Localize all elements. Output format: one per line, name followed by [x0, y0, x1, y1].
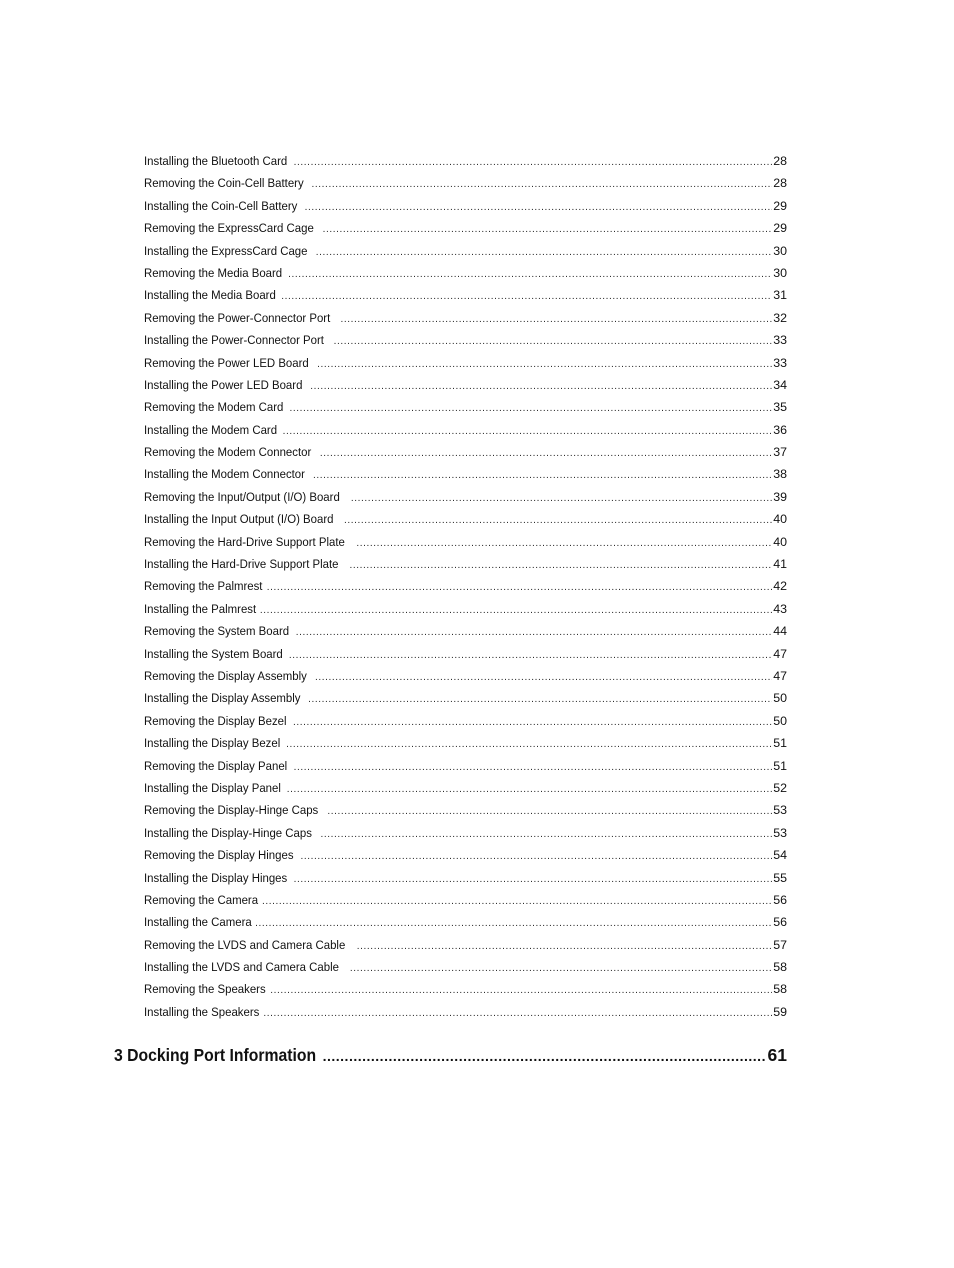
toc-entry-title: Installing the Display Hinges [144, 870, 288, 885]
toc-entry[interactable] [144, 665, 787, 687]
toc-entry-page-number: 30 [773, 265, 787, 280]
toc-entry-page-number: 55 [773, 870, 787, 885]
dot-leader [323, 1044, 766, 1068]
toc-entry[interactable] [144, 240, 787, 262]
toc-entry-page-number: 28 [773, 154, 787, 168]
toc-entry-page-number: 47 [773, 646, 787, 661]
toc-entry-page-number: 42 [773, 579, 787, 594]
toc-entry[interactable] [144, 531, 787, 553]
toc-entry-page-number: 59 [773, 1004, 787, 1019]
toc-entry[interactable] [144, 307, 787, 329]
toc-entry-title: Installing the Media Board [144, 288, 276, 303]
toc-entry-title: Removing the Display Panel [144, 758, 288, 773]
toc-entry[interactable] [144, 575, 787, 597]
toc-entry[interactable] [144, 844, 787, 866]
toc-entry-page-number: 29 [773, 198, 787, 213]
toc-entry-page-number: 31 [773, 288, 787, 303]
toc-chapter-entry[interactable] [114, 1043, 787, 1067]
toc-entry[interactable] [144, 777, 787, 799]
dot-leader [267, 577, 772, 599]
toc-entry[interactable] [144, 419, 787, 441]
toc-entry-title: Removing the Power-Connector Port [144, 310, 331, 325]
toc-entry-title: Installing the ExpressCard Cage [144, 243, 308, 258]
dot-leader [316, 242, 773, 264]
toc-entry-title: Removing the Speakers [144, 982, 266, 997]
toc-entry-page-number: 44 [773, 624, 787, 639]
toc-entry-page-number: 53 [773, 803, 787, 818]
toc-entry[interactable] [144, 598, 787, 620]
dot-leader [317, 354, 772, 376]
toc-entry[interactable] [144, 867, 787, 889]
toc-entry-title: Installing the Power LED Board [144, 377, 303, 392]
dot-leader [315, 667, 772, 689]
toc-entry[interactable] [144, 643, 787, 665]
dot-leader [262, 891, 772, 913]
dot-leader [289, 645, 772, 667]
toc-entry-title: Installing the System Board [144, 646, 283, 661]
toc-entry-title: Installing the Hard-Drive Support Plate [144, 557, 339, 572]
dot-leader [310, 376, 772, 398]
toc-entry-page-number: 29 [773, 221, 787, 236]
toc-entry-title: Installing the Display Bezel [144, 736, 281, 751]
toc-entry[interactable] [144, 396, 787, 418]
toc-entry-page-number: 34 [773, 377, 787, 392]
toc-entry[interactable] [144, 889, 787, 911]
toc-entry-title: Removing the Hard-Drive Support Plate [144, 534, 345, 549]
toc-entry-title: Installing the Display Assembly [144, 691, 301, 706]
toc-entry-title: Installing the Display-Hinge Caps [144, 825, 312, 840]
toc-entry-title: Removing the Coin-Cell Battery [144, 176, 304, 191]
toc-entry-title: Installing the Bluetooth Card [144, 154, 288, 168]
toc-entry-page-number: 33 [773, 355, 787, 370]
toc-entry-title: Installing the LVDS and Camera Cable [144, 960, 339, 975]
toc-entry[interactable] [144, 755, 787, 777]
toc-entry-title: Installing the Coin-Cell Battery [144, 198, 298, 213]
toc-entry[interactable] [144, 486, 787, 508]
toc-entry-title: Removing the Modem Connector [144, 445, 312, 460]
toc-entry-page-number: 58 [773, 960, 787, 975]
toc-entry-title: Removing the System Board [144, 624, 290, 639]
dot-leader [260, 600, 772, 622]
dot-leader [308, 689, 772, 711]
dot-leader [356, 533, 772, 555]
toc-entry[interactable] [144, 508, 787, 530]
toc-entry[interactable] [144, 1001, 787, 1023]
toc-entry[interactable] [144, 710, 787, 732]
dot-leader [323, 219, 773, 241]
toc-entry-page-number: 41 [773, 557, 787, 572]
dot-leader [281, 286, 772, 308]
dot-leader [287, 779, 772, 801]
toc-entry[interactable] [144, 978, 787, 1000]
chapter-page-number: 61 [767, 1045, 787, 1065]
toc-entry[interactable] [144, 374, 787, 396]
toc-entry-title: Removing the Modem Card [144, 400, 284, 415]
toc-entry-page-number: 56 [773, 892, 787, 907]
toc-entry-page-number: 54 [773, 848, 787, 863]
toc-entry-title: Installing the Modem Connector [144, 467, 305, 482]
toc-entry-page-number: 35 [773, 400, 787, 415]
dot-leader [293, 712, 772, 734]
toc-entry-page-number: 58 [773, 982, 787, 997]
toc-entry[interactable] [144, 620, 787, 642]
toc-entry[interactable] [144, 441, 787, 463]
toc-entry[interactable] [144, 284, 787, 306]
toc-entry-title: Removing the Power LED Board [144, 355, 309, 370]
toc-entry-title: Removing the Media Board [144, 265, 283, 280]
chapter-title: 3 Docking Port Information [114, 1045, 317, 1065]
toc-entry-title: Removing the ExpressCard Cage [144, 221, 314, 236]
toc-entry-page-number: 28 [773, 176, 787, 191]
toc-entry-page-number: 50 [773, 691, 787, 706]
dot-leader [296, 622, 772, 644]
dot-leader [357, 936, 772, 958]
toc-section-list [144, 150, 787, 1023]
toc-entry-title: Installing the Palmrest [144, 601, 257, 616]
toc-entry-title: Installing the Speakers [144, 1004, 260, 1019]
toc-entry-title: Removing the Palmrest [144, 579, 263, 594]
dot-leader [286, 734, 772, 756]
toc-entry[interactable] [144, 217, 787, 239]
toc-entry-page-number: 33 [773, 333, 787, 348]
toc-entry-page-number: 51 [773, 736, 787, 751]
dot-leader [350, 958, 772, 980]
toc-entry[interactable] [144, 553, 787, 575]
dot-leader [294, 869, 773, 891]
toc-entry-page-number: 40 [773, 512, 787, 527]
dot-leader [255, 913, 772, 935]
toc-entry-title: Removing the Display-Hinge Caps [144, 803, 319, 818]
toc-entry-page-number: 47 [773, 668, 787, 683]
dot-leader [351, 488, 772, 510]
toc-entry-page-number: 40 [773, 534, 787, 549]
toc-entry-page-number: 38 [773, 467, 787, 482]
toc-entry[interactable] [144, 956, 787, 978]
toc-entry-title: Removing the LVDS and Camera Cable [144, 937, 346, 952]
toc-entry[interactable] [144, 172, 787, 194]
toc-entry-page-number: 43 [773, 601, 787, 616]
dot-leader [334, 331, 773, 353]
toc-entry-page-number: 32 [773, 310, 787, 325]
dot-leader [294, 152, 773, 174]
dot-leader [270, 980, 772, 1002]
toc-entry[interactable] [144, 687, 787, 709]
toc-entry[interactable] [144, 911, 787, 933]
dot-leader [340, 309, 772, 331]
toc-entry-title: Installing the Power-Connector Port [144, 333, 324, 348]
dot-leader [283, 421, 773, 443]
dot-leader [321, 824, 773, 846]
dot-leader [320, 443, 772, 465]
dot-leader [327, 801, 772, 823]
toc-entry[interactable] [144, 329, 787, 351]
toc-entry-page-number: 36 [773, 422, 787, 437]
dot-leader [290, 398, 773, 420]
toc-entry-page-number: 37 [773, 445, 787, 460]
toc-entry-page-number: 30 [773, 243, 787, 258]
dot-leader [294, 757, 773, 779]
toc-entry-page-number: 56 [773, 915, 787, 930]
dot-leader [263, 1003, 772, 1025]
toc-entry[interactable] [144, 822, 787, 844]
toc-entry-title: Removing the Display Bezel [144, 713, 287, 728]
toc-entry-title: Installing the Camera [144, 915, 252, 930]
toc-entry[interactable] [144, 150, 787, 172]
dot-leader [344, 510, 772, 532]
toc-entry[interactable] [144, 262, 787, 284]
toc-entry[interactable] [144, 934, 787, 956]
toc-entry-title: Installing the Input Output (I/O) Board [144, 512, 334, 527]
dot-leader [349, 555, 772, 577]
dot-leader [288, 264, 772, 286]
toc-entry-title: Removing the Camera [144, 892, 259, 907]
toc-entry-title: Installing the Display Panel [144, 780, 281, 795]
toc-entry[interactable] [144, 195, 787, 217]
toc-entry[interactable] [144, 732, 787, 754]
dot-leader [313, 465, 772, 487]
toc-entry[interactable] [144, 352, 787, 374]
toc-entry-title: Removing the Display Hinges [144, 848, 294, 863]
toc-entry[interactable] [144, 463, 787, 485]
toc-entry-title: Removing the Display Assembly [144, 668, 307, 683]
toc-entry-title: Removing the Input/Output (I/O) Board [144, 489, 340, 504]
dot-leader [305, 197, 773, 219]
dot-leader [312, 174, 773, 196]
toc-entry-page-number: 39 [773, 489, 787, 504]
toc-entry-page-number: 53 [773, 825, 787, 840]
toc-entry-title: Installing the Modem Card [144, 422, 278, 437]
toc-entry-page-number: 57 [773, 937, 787, 952]
toc-entry-page-number: 50 [773, 713, 787, 728]
dot-leader [301, 846, 773, 868]
toc-entry[interactable] [144, 799, 787, 821]
toc-entry-page-number: 52 [773, 780, 787, 795]
toc-entry-page-number: 51 [773, 758, 787, 773]
